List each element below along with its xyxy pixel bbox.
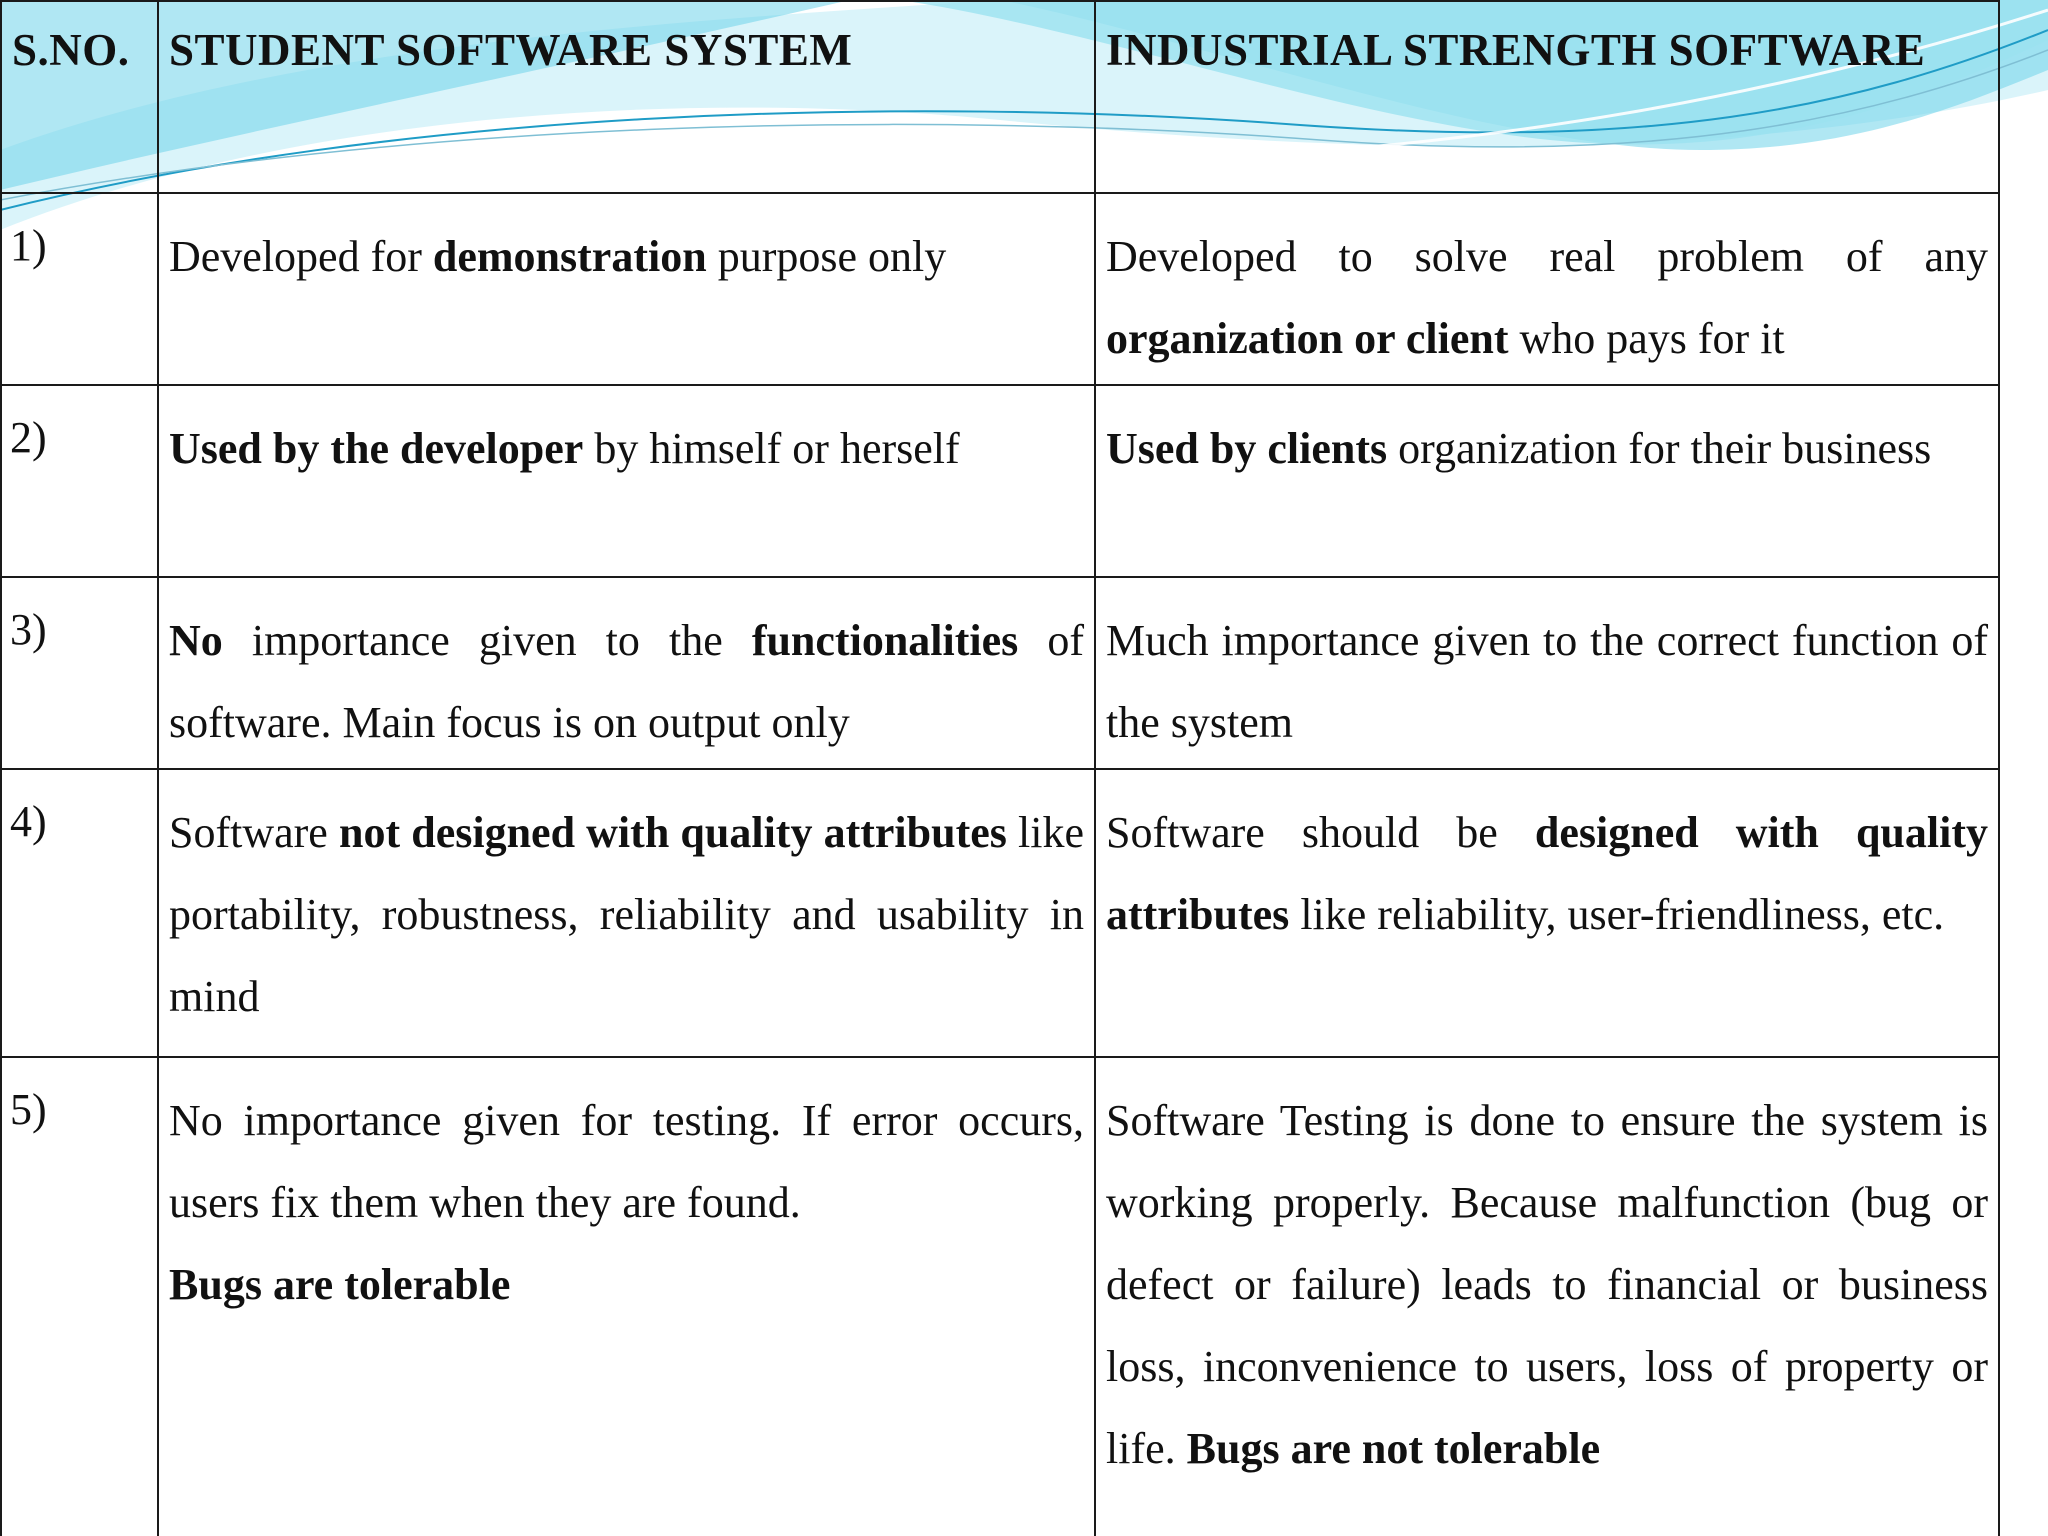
bold-text: No [169,616,223,665]
bold-text: Bugs are not tolerable [1186,1424,1601,1473]
text-run: No importance given for testing. If error occurs, users fix them when they are found. [169,1096,1084,1227]
cell-student [158,577,1095,769]
cell-sno [1,769,158,1057]
bold-text: not designed with quality attributes [338,808,1007,857]
table-row [1,385,1999,577]
row-number: 4) [10,797,47,846]
text-run: like reliability, user-friendliness, etc. [1289,890,1945,939]
cell-student [158,1057,1095,1536]
text-run: importance given to the [222,616,752,665]
table-row [1,193,1999,385]
text-run: purpose only [706,232,947,281]
header-sno-label: S.NO. [12,25,130,75]
row-number: 5) [10,1085,47,1134]
cell-industrial [1095,1057,1999,1536]
industrial-description [1096,1058,1998,1490]
header-industrial-label: INDUSTRIAL STRENGTH SOFTWARE [1106,25,1926,75]
text-run: like portability, robustness, reliability and usability in mind [169,808,1084,1021]
student-description [159,194,1094,298]
bold-text: organization or client [1106,314,1509,363]
cell-sno [1,577,158,769]
student-description [159,1058,1094,1326]
text-run: Developed for [169,232,433,281]
row-number: 1) [10,221,47,270]
bold-text: functionalities [751,616,1019,665]
cell-student [158,769,1095,1057]
cell-sno [1,1057,158,1536]
header-student-label: STUDENT SOFTWARE SYSTEM [169,25,853,75]
bold-text: Used by the developer [169,424,584,473]
industrial-description [1096,578,1998,764]
header-sno [1,1,158,193]
bold-text: designed with quality attributes [1106,808,1988,939]
bold-text: Bugs are tolerable [169,1260,511,1309]
industrial-description [1096,770,1998,956]
text-run: Software [169,808,339,857]
table-row [1,577,1999,769]
header-industrial [1095,1,1999,193]
cell-student [158,193,1095,385]
student-description [159,386,1094,490]
bold-text: demonstration [432,232,707,281]
table-header-row [1,1,1999,193]
cell-sno [1,385,158,577]
cell-industrial [1095,385,1999,577]
student-description [159,578,1094,764]
cell-industrial [1095,577,1999,769]
table-row [1,769,1999,1057]
cell-industrial [1095,193,1999,385]
text-run: of software. Main focus is on output only [169,616,1084,747]
table-row [1,1057,1999,1536]
text-run: organization for their business [1387,424,1932,473]
text-run: Much importance given to the correct function of the system [1106,616,1988,747]
bold-text: Used by clients [1106,424,1388,473]
student-description [159,770,1094,1038]
industrial-description [1096,386,1998,490]
text-run: Software Testing is done to ensure the system is working properly. Because malfunction (bug or defect or failure) leads to financial or business loss, inconvenience to users, loss of property or life. [1106,1096,1988,1473]
text-run: Developed to solve real problem of any [1106,232,1988,281]
cell-student [158,385,1095,577]
header-student [158,1,1095,193]
text-run: who pays for it [1508,314,1785,363]
row-number: 2) [10,413,47,462]
row-number: 3) [10,605,47,654]
cell-sno [1,193,158,385]
cell-industrial [1095,769,1999,1057]
text-run: by himself or herself [583,424,960,473]
text-run: Software should be [1106,808,1535,857]
industrial-description [1096,194,1998,380]
